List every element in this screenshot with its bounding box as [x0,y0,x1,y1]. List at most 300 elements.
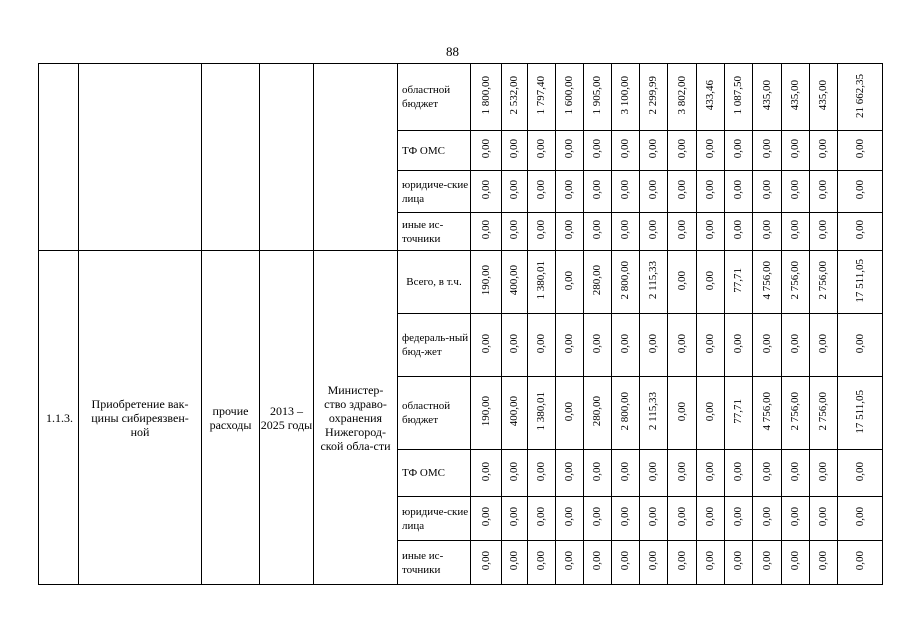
value-text: 0,00 [619,507,631,527]
value-cell [753,171,782,213]
value-cell [471,171,502,213]
value-text: 0,00 [760,551,773,571]
value-text: 0,00 [817,507,829,527]
executor [314,64,398,251]
value-text: 0,00 [675,180,688,200]
value-cell [838,497,883,541]
value-text: 4 756,00 [760,392,773,431]
value-cell [640,251,668,314]
value-text: 0,00 [789,507,801,527]
value-cell [668,64,697,131]
value-cell [584,377,612,450]
value-cell [640,64,668,131]
value-cell [528,171,556,213]
value-cell [556,213,584,251]
value-text: 0,00 [853,551,866,571]
value-text: 0,00 [817,139,829,159]
period [260,64,314,251]
value-cell [782,131,810,171]
value-text: 0,00 [732,461,744,482]
value-text: 0,00 [789,180,801,200]
value-cell [471,377,502,450]
value-cell [782,171,810,213]
value-cell [471,314,502,377]
value-text: 0,00 [704,551,716,571]
value-cell [640,497,668,541]
value-cell [753,131,782,171]
value-text: 2 115,33 [647,261,659,300]
value-cell [725,314,753,377]
value-text: 0,00 [535,139,547,159]
value-cell [502,64,528,131]
value-text: 2 756,00 [789,261,801,300]
value-text: 0,00 [647,180,659,200]
value-cell [725,377,753,450]
value-cell [697,213,725,251]
value-text: 0,00 [591,333,603,354]
value-cell [782,377,810,450]
value-text: 0,00 [563,139,575,159]
value-cell [556,171,584,213]
value-cell [838,377,883,450]
value-cell [556,64,584,131]
value-text: 0,00 [563,333,575,354]
value-cell [528,64,556,131]
value-text: 400,00 [508,265,520,296]
value-text: 3 802,00 [675,76,688,115]
value-cell [782,450,810,497]
value-text: 0,00 [647,220,659,240]
value-text: 2 299,99 [647,76,659,115]
value-cell [810,131,838,171]
value-text: 0,00 [675,461,688,482]
value-cell [612,377,640,450]
value-text: 1 800,00 [479,76,492,115]
value-text: 0,00 [563,551,575,571]
value-text: 0,00 [619,220,631,240]
value-cell [528,450,556,497]
value-cell [471,450,502,497]
expense-type [202,64,260,251]
table-row [39,64,883,131]
value-text: 0,00 [647,507,659,527]
value-cell [810,314,838,377]
value-text: 435,00 [789,80,801,111]
value-text: 0,00 [704,180,716,200]
value-text: 0,00 [508,507,520,527]
funding-source: юридиче-ские лица [398,497,471,541]
value-cell [528,377,556,450]
value-text: 0,00 [817,180,829,200]
value-text: 0,00 [675,139,688,159]
value-text: 0,00 [563,220,575,240]
value-text: 0,00 [704,401,716,422]
value-text: 2 800,00 [619,392,631,431]
value-cell [612,450,640,497]
value-text: 0,00 [704,507,716,527]
value-cell [471,541,502,585]
value-text: 433,46 [704,80,716,111]
value-text: 0,00 [535,551,547,571]
value-cell [584,541,612,585]
value-text: 0,00 [563,461,575,482]
value-cell [640,450,668,497]
value-cell [612,251,640,314]
value-text: 0,00 [760,507,773,527]
value-text: 0,00 [732,220,744,240]
value-text: 0,00 [853,507,866,527]
value-text: 0,00 [732,139,744,159]
value-text: 0,00 [535,461,547,482]
value-text: 0,00 [732,333,744,354]
value-cell [725,450,753,497]
value-cell [502,171,528,213]
value-cell [810,213,838,251]
value-cell [753,251,782,314]
value-cell [471,497,502,541]
value-cell [556,541,584,585]
funding-source: федераль-ный бюд-жет [398,314,471,377]
value-cell [584,450,612,497]
value-text: 2 532,00 [508,76,520,115]
value-text: 0,00 [508,139,520,159]
value-cell [640,171,668,213]
value-cell [640,377,668,450]
value-text: 0,00 [817,461,829,482]
value-cell [502,314,528,377]
value-text: 0,00 [591,507,603,527]
value-cell [753,541,782,585]
value-text: 0,00 [853,461,866,482]
value-cell [753,314,782,377]
value-cell [556,131,584,171]
value-cell [810,171,838,213]
value-cell [612,541,640,585]
value-text: 0,00 [563,270,575,291]
value-cell [668,131,697,171]
value-text: 1 905,00 [591,76,603,115]
value-cell [668,450,697,497]
budget-table [38,63,883,585]
value-cell [753,213,782,251]
value-cell [612,497,640,541]
value-cell [528,497,556,541]
value-text: 0,00 [647,139,659,159]
value-cell [782,541,810,585]
value-cell [697,251,725,314]
value-text: 0,00 [508,551,520,571]
value-text: 0,00 [853,220,866,240]
page-number: 88 [446,44,459,59]
value-text: 0,00 [704,333,716,354]
value-text: 0,00 [479,461,492,482]
value-cell [668,314,697,377]
value-text: 0,00 [508,333,520,354]
value-text: 2 756,00 [817,261,829,300]
value-cell [810,64,838,131]
item-code: 1.1.3. [39,251,79,585]
funding-source: областной бюджет [398,377,471,450]
value-cell [838,450,883,497]
value-cell [584,497,612,541]
value-cell [556,314,584,377]
value-cell [810,450,838,497]
value-text: 435,00 [817,80,829,111]
value-cell [782,497,810,541]
value-text: 0,00 [479,551,492,571]
value-text: 0,00 [508,461,520,482]
value-cell [640,541,668,585]
value-cell [640,314,668,377]
value-cell [502,377,528,450]
value-cell [528,541,556,585]
value-text: 21 662,35 [853,73,866,118]
item-name: Приобретение вак-цины сибиреязвен-ной [79,251,202,585]
value-text: 0,00 [817,220,829,240]
value-text: 0,00 [619,180,631,200]
value-text: 0,00 [563,401,575,422]
value-cell [838,251,883,314]
value-text: 0,00 [479,180,492,200]
value-cell [502,541,528,585]
funding-source: иные ис-точники [398,213,471,251]
value-cell [528,213,556,251]
value-cell [753,450,782,497]
value-text: 0,00 [789,551,801,571]
value-cell [556,450,584,497]
value-text: 2 115,33 [647,392,659,431]
value-text: 0,00 [760,220,773,240]
value-text: 1 087,50 [732,76,744,115]
value-text: 0,00 [591,139,603,159]
value-text: 0,00 [732,507,744,527]
value-cell [471,213,502,251]
value-cell [782,213,810,251]
value-text: 0,00 [817,551,829,571]
value-cell [668,497,697,541]
value-cell [782,251,810,314]
value-text: 0,00 [704,461,716,482]
value-text: 0,00 [619,333,631,354]
value-cell [668,171,697,213]
expense-type: прочие расходы [202,251,260,585]
value-text: 4 756,00 [760,261,773,300]
value-cell [810,377,838,450]
value-text: 0,00 [508,180,520,200]
value-cell [753,497,782,541]
value-text: 0,00 [853,139,866,159]
value-text: 0,00 [647,333,659,354]
value-text: 1 600,00 [563,76,575,115]
value-cell [725,171,753,213]
value-cell [753,64,782,131]
value-text: 1 797,40 [535,76,547,115]
value-text: 0,00 [675,551,688,571]
value-text: 0,00 [853,180,866,200]
value-cell [612,213,640,251]
value-cell [697,450,725,497]
value-cell [668,213,697,251]
value-text: 0,00 [732,551,744,571]
value-cell [838,64,883,131]
value-text: 0,00 [789,461,801,482]
value-cell [612,131,640,171]
value-text: 17 511,05 [853,258,866,303]
value-cell [471,64,502,131]
value-cell [810,251,838,314]
value-text: 17 511,05 [853,389,866,434]
value-text: 0,00 [591,220,603,240]
value-cell [697,131,725,171]
value-cell [502,213,528,251]
value-text: 3 100,00 [619,76,631,115]
value-text: 0,00 [675,270,688,291]
value-cell [725,251,753,314]
value-cell [471,251,502,314]
value-cell [725,64,753,131]
value-text: 280,00 [591,265,603,296]
value-text: 0,00 [619,551,631,571]
value-text: 0,00 [760,139,773,159]
value-cell [584,171,612,213]
value-text: 280,00 [591,396,603,427]
value-text: 0,00 [760,333,773,354]
value-text: 0,00 [647,461,659,482]
value-text: 0,00 [789,220,801,240]
value-cell [502,450,528,497]
value-text: 0,00 [479,220,492,240]
value-text: 0,00 [591,461,603,482]
value-cell [640,131,668,171]
value-cell [528,131,556,171]
value-cell [584,251,612,314]
value-cell [810,497,838,541]
value-text: 77,71 [732,268,744,293]
value-cell [502,251,528,314]
value-cell [838,131,883,171]
value-cell [810,541,838,585]
value-cell [668,377,697,450]
value-text: 1 380,01 [535,392,547,431]
value-text: 0,00 [535,220,547,240]
value-cell [838,171,883,213]
value-cell [584,131,612,171]
value-cell [725,497,753,541]
value-text: 0,00 [704,139,716,159]
value-text: 2 800,00 [619,261,631,300]
value-cell [528,314,556,377]
value-cell [725,131,753,171]
value-text: 400,00 [508,396,520,427]
value-text: 0,00 [817,333,829,354]
value-cell [668,251,697,314]
value-text: 0,00 [704,270,716,291]
value-text: 0,00 [789,333,801,354]
table-row [39,251,883,314]
value-cell [584,213,612,251]
value-cell [753,377,782,450]
value-text: 0,00 [535,507,547,527]
value-text: 0,00 [563,507,575,527]
value-text: 190,00 [479,396,492,427]
value-text: 77,71 [732,399,744,424]
value-text: 1 380,01 [535,261,547,300]
value-cell [697,314,725,377]
value-cell [502,131,528,171]
value-cell [838,314,883,377]
value-cell [697,377,725,450]
value-cell [697,497,725,541]
value-text: 0,00 [853,333,866,354]
value-cell [668,541,697,585]
value-cell [584,64,612,131]
value-cell [471,131,502,171]
value-cell [612,64,640,131]
value-text: 0,00 [675,507,688,527]
value-cell [612,171,640,213]
value-text: 2 756,00 [789,392,801,431]
value-cell [640,213,668,251]
value-cell [697,64,725,131]
value-text: 0,00 [563,180,575,200]
value-text: 0,00 [591,180,603,200]
funding-source: иные ис-точники [398,541,471,585]
value-text: 0,00 [508,220,520,240]
value-text: 0,00 [479,507,492,527]
value-text: 0,00 [675,333,688,354]
item-code [39,64,79,251]
value-text: 0,00 [760,461,773,482]
value-cell [697,541,725,585]
value-text: 0,00 [732,180,744,200]
value-text: 0,00 [760,180,773,200]
value-cell [838,213,883,251]
funding-source: ТФ ОМС [398,131,471,171]
value-cell [612,314,640,377]
funding-source: Всего, в т.ч. [398,251,471,314]
funding-source: ТФ ОМС [398,450,471,497]
value-text: 190,00 [479,265,492,296]
value-cell [556,377,584,450]
value-text: 0,00 [479,333,492,354]
item-name [79,64,202,251]
executor: Министер-ство здраво-охранения Нижегород-ской обла-сти [314,251,398,585]
value-cell [528,251,556,314]
value-text: 0,00 [704,220,716,240]
value-text: 0,00 [535,333,547,354]
value-text: 0,00 [591,551,603,571]
value-text: 0,00 [619,461,631,482]
value-text: 0,00 [789,139,801,159]
value-text: 0,00 [675,220,688,240]
value-text: 0,00 [535,180,547,200]
value-text: 0,00 [479,139,492,159]
value-text: 0,00 [619,139,631,159]
value-cell [556,497,584,541]
funding-source: юридиче-ские лица [398,171,471,213]
value-cell [556,251,584,314]
value-text: 435,00 [760,80,773,111]
funding-source: областной бюджет [398,64,471,131]
value-cell [502,497,528,541]
value-cell [782,64,810,131]
period: 2013 – 2025 годы [260,251,314,585]
value-text: 2 756,00 [817,392,829,431]
value-cell [697,171,725,213]
value-text: 0,00 [675,401,688,422]
value-text: 0,00 [647,551,659,571]
value-cell [782,314,810,377]
